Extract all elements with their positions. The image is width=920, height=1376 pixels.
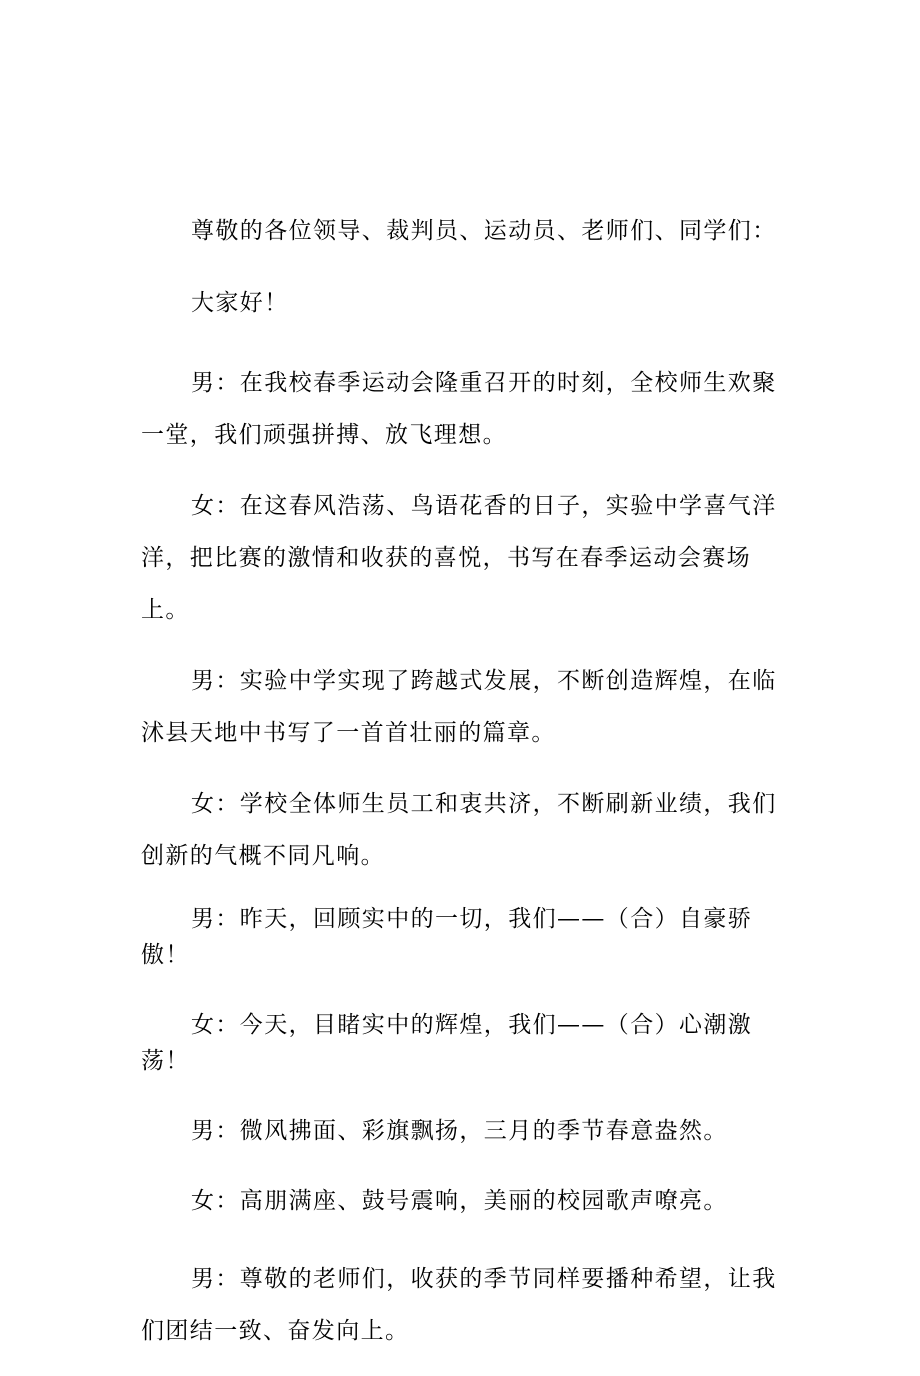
speech-paragraph: 女：学校全体师生员工和衷共济，不断刷新业绩，我们创新的气概不同凡响。 [141, 791, 777, 869]
speech-paragraph: 男：在我校春季运动会隆重召开的时刻，全校师生欢聚一堂，我们顽强拼搏、放飞理想。 [141, 370, 777, 448]
speech-paragraph: 男：昨天，回顾实中的一切，我们——（合）自豪骄傲！ [141, 906, 753, 968]
speech-paragraph: 女：高朋满座、鼓号震响，美丽的校园歌声嘹亮。 [191, 1188, 728, 1214]
speech-paragraph: 男：微风拂面、彩旗飘扬，三月的季节春意盎然。 [191, 1118, 728, 1144]
speech-paragraph: 男：实验中学实现了跨越式发展，不断创造辉煌，在临沭县天地中书写了一首首壮丽的篇章。 [141, 668, 777, 746]
salutation-paragraph: 尊敬的各位领导、裁判员、运动员、老师们、同学们： [191, 218, 777, 244]
speech-paragraph: 男：尊敬的老师们，收获的季节同样要播种希望，让我们团结一致、奋发向上。 [141, 1266, 777, 1344]
speech-paragraph: 女：今天，目睹实中的辉煌，我们——（合）心潮激荡！ [141, 1012, 753, 1074]
speech-text [141, 213, 787, 1376]
greeting-paragraph: 大家好！ [191, 290, 289, 316]
speech-paragraph: 女：在这春风浩荡、鸟语花香的日子，实验中学喜气洋洋，把比赛的激情和收获的喜悦，书写在春季运动会赛场上。 [141, 493, 777, 623]
